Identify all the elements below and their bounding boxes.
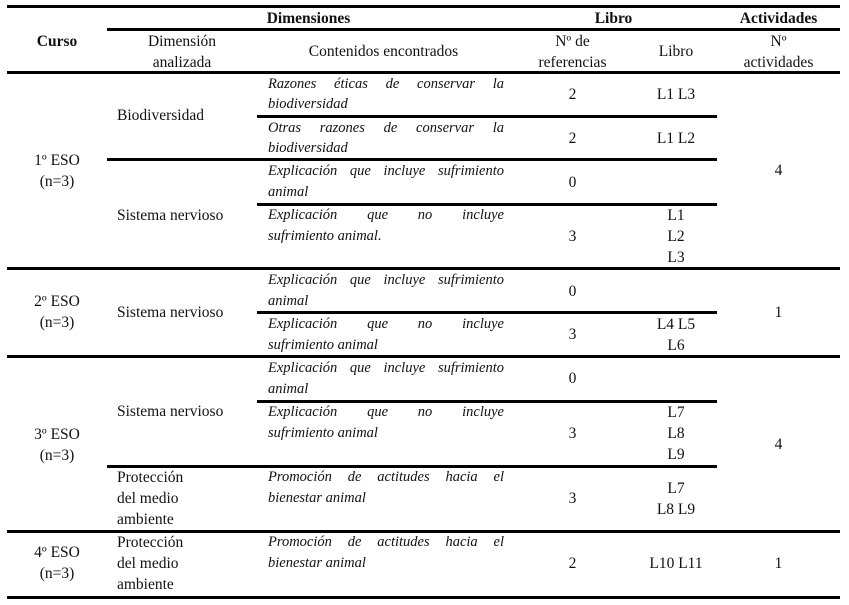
libro-cell: L7 L8 L9 (667, 404, 685, 463)
curso-cell: 1º ESO (n=3) (34, 152, 80, 190)
curso-cell: 4º ESO (n=3) (34, 544, 80, 582)
libro-cell: L1 L2 L3 (667, 207, 685, 266)
referencias-cell: 0 (568, 370, 577, 387)
contenido-cell: Explicación que no incluye (268, 207, 504, 223)
contenido-cell: Razones éticas de conservar la (268, 76, 504, 92)
contenido-cell-cont: animal (268, 184, 309, 200)
contenido-cell-cont: sufrimiento animal (268, 425, 378, 441)
libro-cell: L1 L2 (656, 130, 696, 147)
header-group-actividades: Actividades (739, 10, 818, 27)
curso-cell: 3º ESO (n=3) (34, 426, 80, 464)
contenido-cell: Explicación que incluye sufrimiento (268, 360, 504, 376)
libro-cell: L7 L8 L9 (656, 480, 696, 518)
referencias-cell: 3 (568, 326, 577, 343)
contenido-cell: Explicación que incluye sufrimiento (268, 272, 504, 288)
dimension-cell: Protección del medio ambiente (117, 534, 184, 593)
contenido-cell-cont: bienestar animal (268, 490, 366, 506)
table-bottom-rule (7, 596, 840, 599)
header-group-dimensiones: Dimensiones (266, 10, 351, 27)
header-contenidos: Contenidos encontrados (308, 43, 459, 60)
contenido-cell-cont: animal (268, 293, 309, 309)
actividades-cell: 4 (774, 436, 783, 453)
header-num-referencias: Nº de referencias (538, 33, 607, 71)
header-group-libro: Libro (594, 10, 633, 27)
contenido-cell-cont: sufrimiento animal (268, 337, 378, 353)
contenido-cell: Explicación que no incluye (268, 316, 504, 332)
referencias-cell: 0 (568, 174, 577, 191)
referencias-cell: 3 (568, 425, 577, 442)
contenido-cell-cont: bienestar animal (268, 555, 366, 571)
dimension-cell: Sistema nervioso (117, 304, 224, 321)
libro-cell: L4 L5 L6 (656, 316, 696, 354)
header-curso: Curso (36, 33, 78, 50)
contenido-cell-cont: animal (268, 381, 309, 397)
referencias-cell: 3 (568, 490, 577, 507)
libro-cell: L10 L11 (649, 555, 703, 572)
dimension-cell: Protección del medio ambiente (117, 469, 184, 528)
contenido-cell: Promoción de actitudes hacia el (268, 469, 504, 485)
contenido-cell: Promoción de actitudes hacia el (268, 534, 504, 550)
actividades-cell: 1 (774, 304, 783, 321)
referencias-cell: 2 (568, 130, 577, 147)
actividades-cell: 1 (774, 555, 783, 572)
contenido-cell: Otras razones de conservar la (268, 120, 504, 136)
contenido-cell-cont: biodiversidad (268, 96, 348, 112)
header-dimension-analizada: Dimensión analizada (147, 33, 217, 71)
contenido-cell-cont: sufrimiento animal. (268, 228, 382, 244)
referencias-cell: 2 (568, 555, 577, 572)
referencias-cell: 0 (568, 283, 577, 300)
dimension-cell: Sistema nervioso (117, 403, 224, 420)
contenido-cell-cont: biodiversidad (268, 140, 348, 156)
header-libro: Libro (658, 43, 694, 60)
curso-cell: 2º ESO (n=3) (34, 293, 80, 331)
libro-cell: L1 L3 (656, 86, 696, 103)
contenido-cell: Explicación que incluye sufrimiento (268, 163, 504, 179)
actividades-cell: 4 (774, 162, 783, 179)
dimension-cell: Biodiversidad (117, 107, 204, 124)
contenido-cell: Explicación que no incluye (268, 404, 504, 420)
header-num-actividades: Nº actividades (743, 33, 814, 71)
referencias-cell: 3 (568, 228, 577, 245)
dimension-cell: Sistema nervioso (117, 207, 224, 224)
referencias-cell: 2 (568, 86, 577, 103)
